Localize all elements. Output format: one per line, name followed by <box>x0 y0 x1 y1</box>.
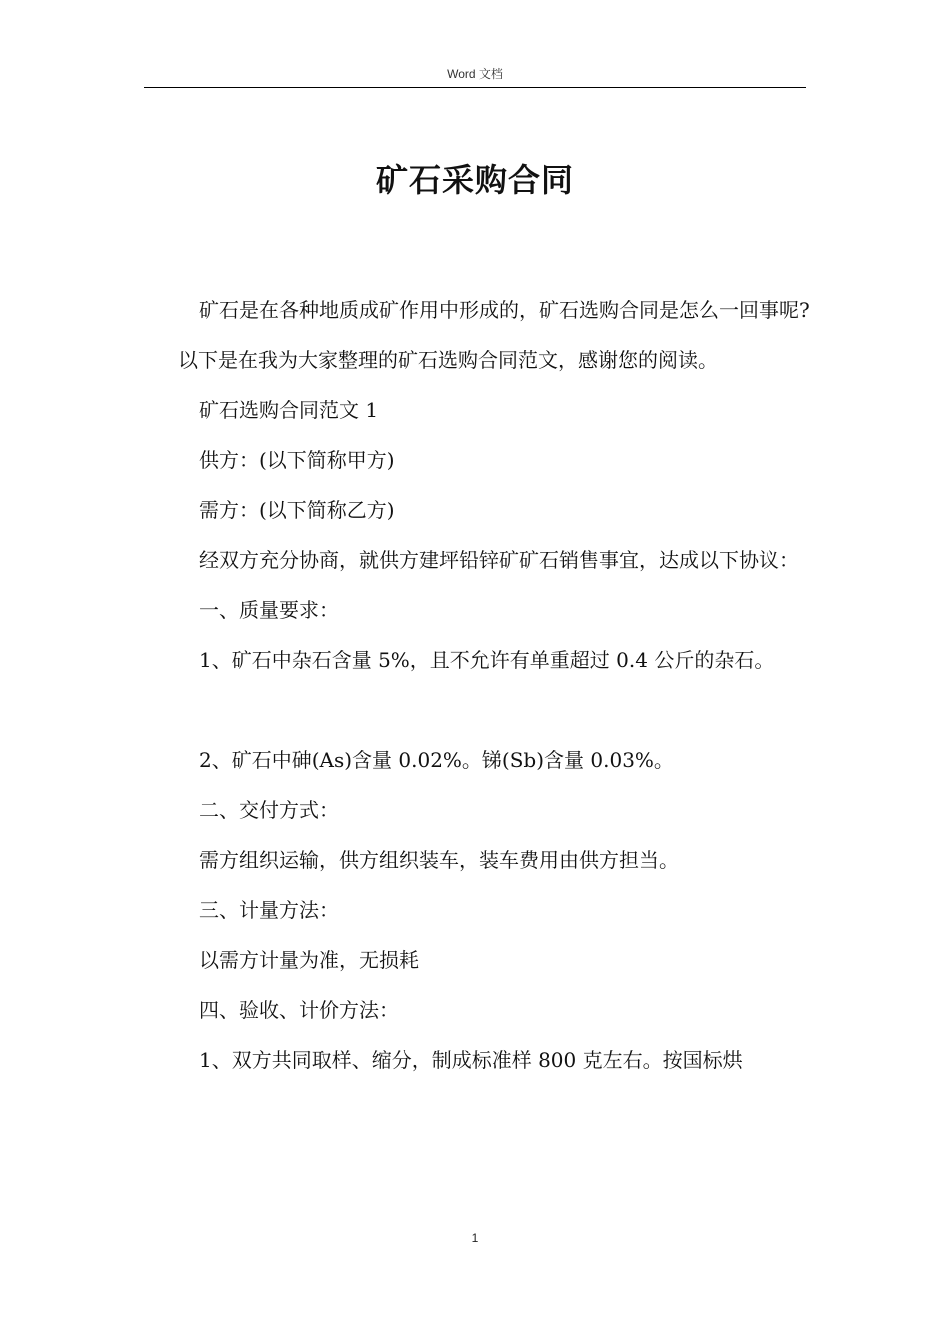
quality-item-1: 1、矿石中杂石含量 5%，且不允许有单重超过 0.4 公斤的杂石。 <box>199 648 775 672</box>
page-header: Word 文档 <box>447 67 503 81</box>
buyer-line: 需方：(以下简称乙方) <box>199 498 395 522</box>
clause-heading-acceptance: 四、验收、计价方法： <box>199 998 399 1022</box>
paragraph-spacer <box>178 685 810 735</box>
delivery-text: 需方组织运输，供方组织装车，装车费用由供方担当。 <box>199 848 679 872</box>
clause-heading-delivery: 二、交付方式： <box>199 798 339 822</box>
clause-heading-measurement: 三、计量方法： <box>199 898 339 922</box>
section-heading: 矿石选购合同范文 1 <box>199 398 379 422</box>
document-body <box>178 285 810 1085</box>
page-number: 1 <box>471 1231 479 1245</box>
measurement-text: 以需方计量为准，无损耗 <box>199 948 419 972</box>
header-divider <box>144 87 806 88</box>
quality-item-2: 2、矿石中砷(As)含量 0.02%。锑(Sb)含量 0.03%。 <box>199 748 674 772</box>
intro-paragraph: 矿石是在各种地质成矿作用中形成的，矿石选购合同是怎么一回事呢?以下是在我为大家整理的矿石选购合同范文，感谢您的阅读。 <box>178 298 810 372</box>
agreement-paragraph: 经双方充分协商，就供方建坪铅锌矿矿石销售事宜，达成以下协议： <box>199 548 799 572</box>
document-title: 矿石采购合同 <box>375 161 574 199</box>
acceptance-item-1: 1、双方共同取样、缩分，制成标准样 800 克左右。按国标烘 <box>199 1048 743 1072</box>
supplier-line: 供方：(以下简称甲方) <box>199 448 395 472</box>
clause-heading-quality: 一、质量要求： <box>199 598 339 622</box>
